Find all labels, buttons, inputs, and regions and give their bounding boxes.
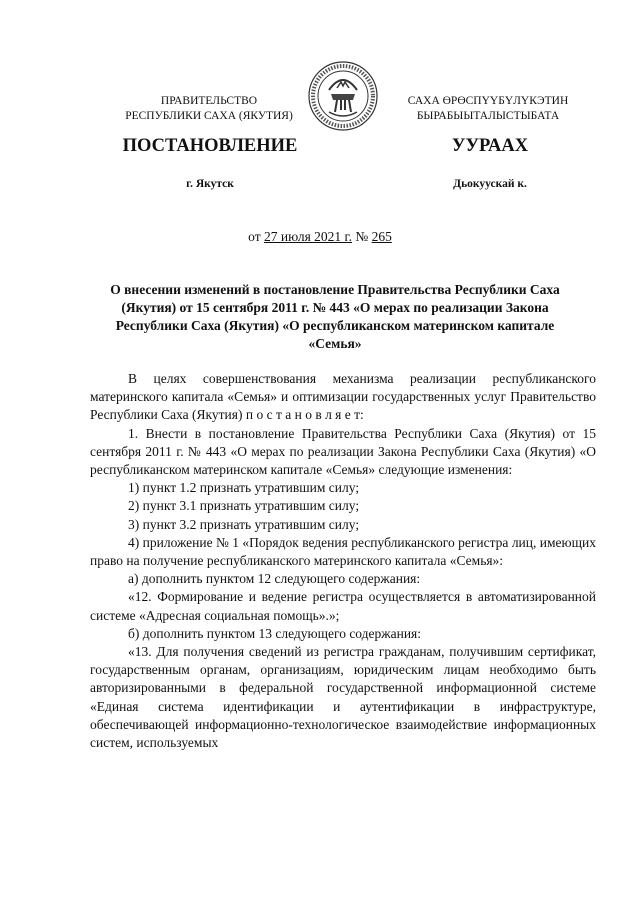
doc-type-sakha: УУРААХ <box>451 136 529 156</box>
paragraph: В целях совершенствования механизма реализации республиканского материнского капитала «Семья» и оптимизации государственных услуг Правительство Республики Саха (Якутия) п о с т а н о в л я е т: <box>90 371 596 423</box>
issuer-ru <box>118 94 300 124</box>
issuer-sakha-line2: БЫРАБЫЫТАЛЫСТЫБАТА <box>416 110 560 122</box>
paragraph: «12. Формирование и ведение регистра осуществляется в автоматизированной системе «Адресная социальная помощь».»; <box>90 589 596 623</box>
paragraph: 1) пункт 1.2 признать утратившим силу; <box>128 480 360 496</box>
doc-type-ru: ПОСТАНОВЛЕНИЕ <box>122 136 298 156</box>
document-body <box>90 370 596 752</box>
document-date: 27 июля 2021 г. <box>264 229 352 244</box>
issuer-ru-line2: РЕСПУБЛИКИ САХА (ЯКУТИЯ) <box>125 110 293 122</box>
city-ru: г. Якутск <box>186 178 234 190</box>
paragraph: 2) пункт 3.1 признать утратившим силу; <box>128 498 360 514</box>
paragraph: б) дополнить пунктом 13 следующего содержания: <box>128 625 422 641</box>
number-sign: № <box>355 229 369 244</box>
coat-of-arms-icon <box>307 60 379 132</box>
paragraph: а) дополнить пунктом 12 следующего содержания: <box>128 571 421 587</box>
issuer-sakha <box>388 94 588 124</box>
city-sakha: Дьокуускай к. <box>453 178 527 190</box>
document-number: 265 <box>371 229 392 244</box>
paragraph: 1. Внести в постановление Правительства Республики Саха (Якутия) от 15 сентября 2011 г. № 443 «О мерах по реализации Закона Республики Саха (Якутия) «О республиканском материнском капитале «Семья» следующие изменения: <box>90 425 596 478</box>
issuer-ru-line1: ПРАВИТЕЛЬСТВО <box>160 95 258 107</box>
date-number-line <box>0 229 640 245</box>
paragraph: 4) приложение № 1 «Порядок ведения республиканского регистра лиц, имеющих право на получение республиканского материнского капитала «Семья»: <box>90 534 596 569</box>
document-title: О внесении изменений в постановление Правительства Республики Саха (Якутия) от 15 сентября 2011 г. № 443 «О мерах по реализации Закона Республики Саха (Якутия) «О республиканском материнском капитале «Семья» <box>110 282 560 351</box>
paragraph: «13. Для получения сведений из регистра гражданам, получившим сертификат, государственным органам, организациям, юридическим лицам необходимо быть авторизированными в федеральной государственной информационной системе «Единая система идентификации и аутентификации в инфраструктуре, обеспечивающей информационно-технологическое взаимодействие информационных систем, используемых <box>90 644 596 751</box>
paragraph: 3) пункт 3.2 признать утратившим силу; <box>128 516 360 532</box>
issuer-sakha-line1: САХА ӨРӨСПҮҮБҮЛҮКЭТИН <box>407 95 569 107</box>
date-prefix: от <box>248 229 261 244</box>
